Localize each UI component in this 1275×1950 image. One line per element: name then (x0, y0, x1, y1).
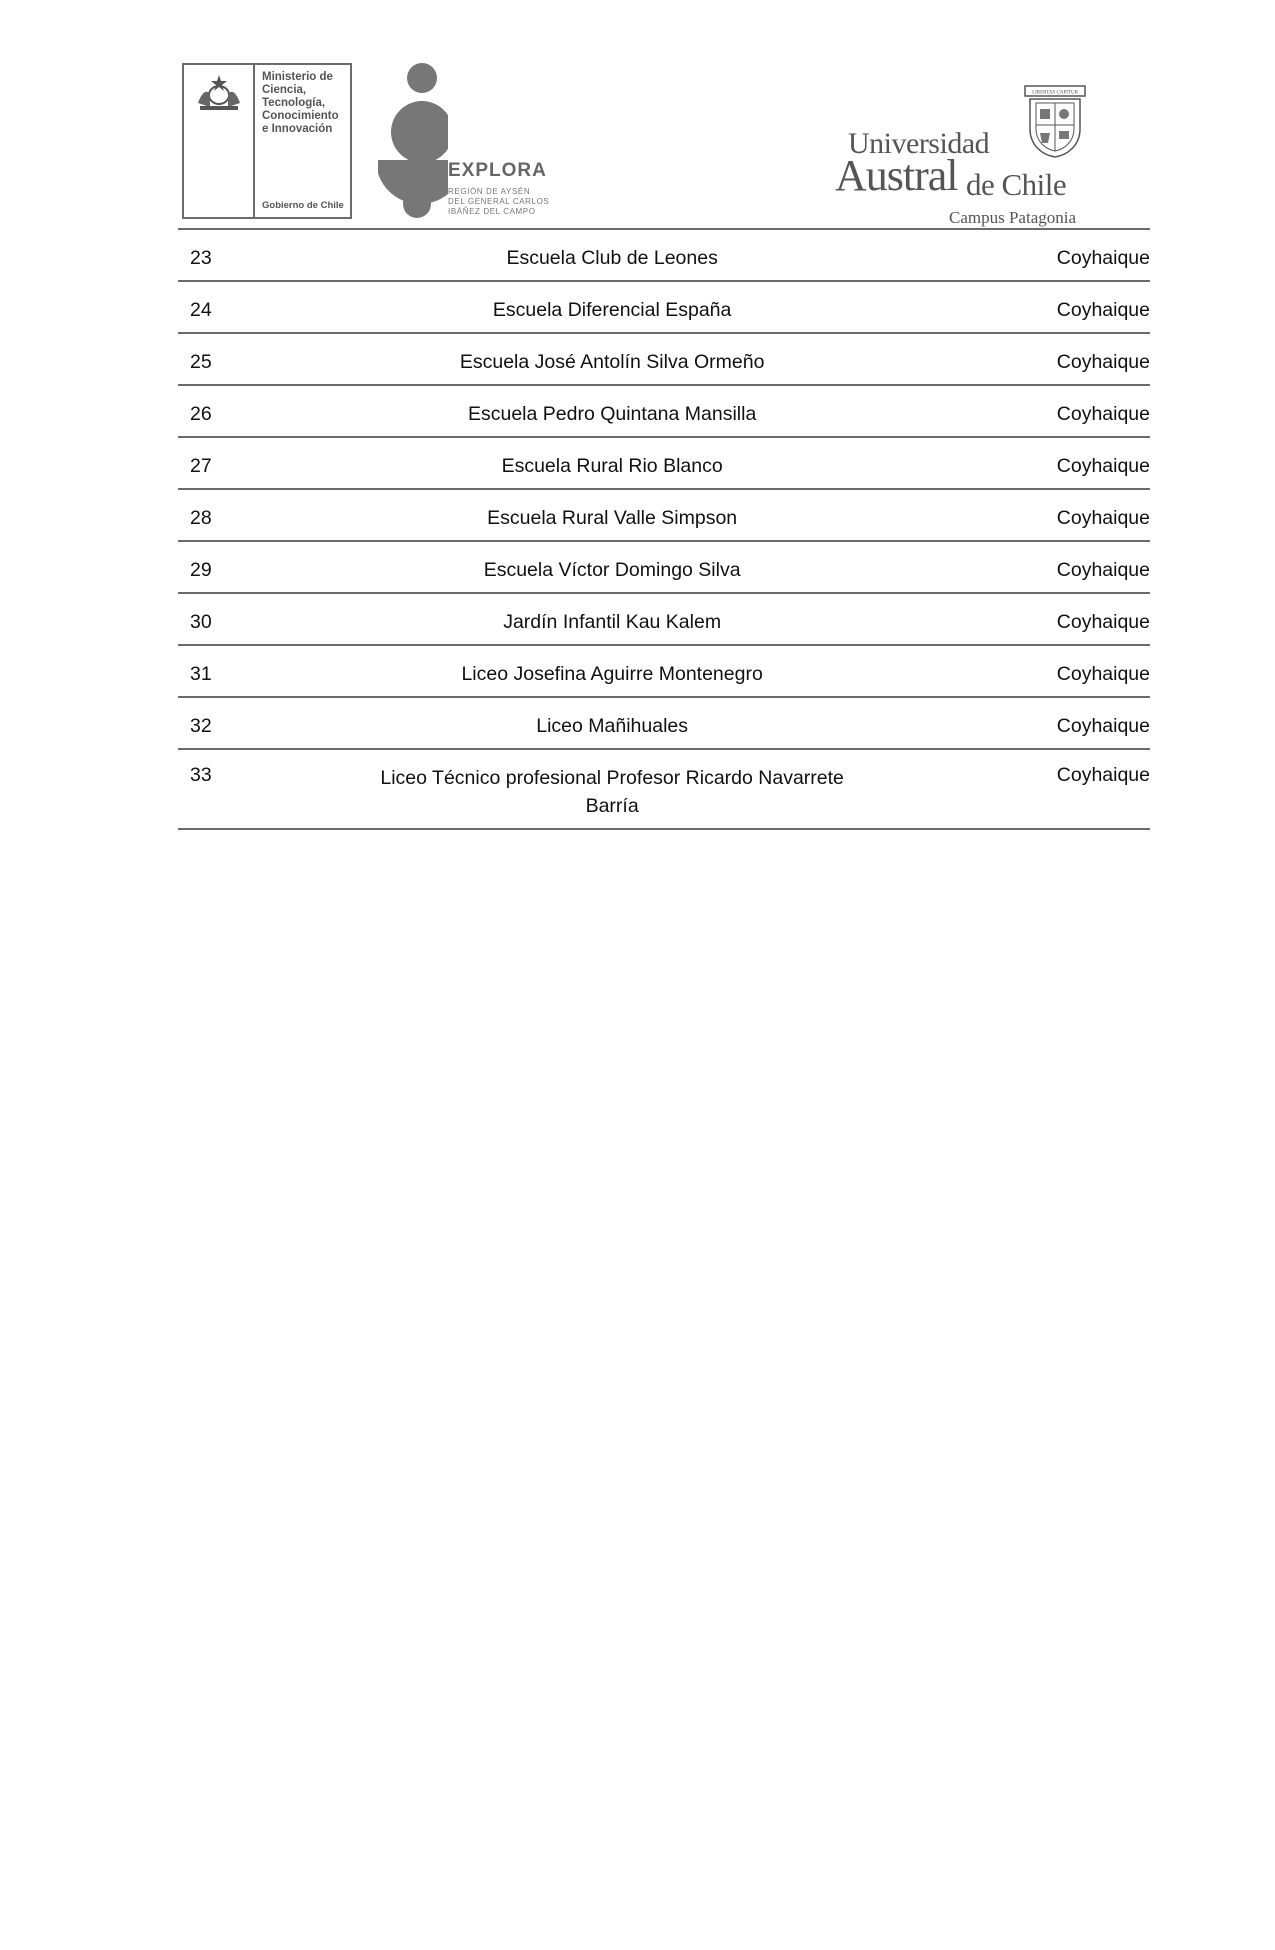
table-row (178, 333, 1150, 385)
table-row (178, 281, 1150, 333)
city-name: Coyhaique (927, 230, 1150, 281)
table-row (178, 437, 1150, 489)
row-number: 31 (178, 645, 298, 697)
school-name: Escuela Víctor Domingo Silva (298, 541, 927, 593)
table-row (178, 697, 1150, 749)
table-row (178, 489, 1150, 541)
page-header (178, 60, 1148, 228)
university-shield-icon (1024, 85, 1086, 159)
table-row (178, 230, 1150, 281)
ministerio-divider (253, 65, 255, 217)
school-name: Jardín Infantil Kau Kalem (298, 593, 927, 645)
school-name: Escuela Pedro Quintana Mansilla (298, 385, 927, 437)
row-number: 29 (178, 541, 298, 593)
row-number: 23 (178, 230, 298, 281)
austral-logo (835, 85, 1148, 230)
school-name: Escuela Rural Rio Blanco (298, 437, 927, 489)
city-name: Coyhaique (927, 645, 1150, 697)
table-row (178, 593, 1150, 645)
city-name: Coyhaique (927, 489, 1150, 541)
schools-table (178, 228, 1150, 830)
city-name: Coyhaique (927, 749, 1150, 829)
austral-austral: Austral (835, 151, 958, 200)
city-name: Coyhaique (927, 281, 1150, 333)
svg-text:LIBERTAS CAPITUR: LIBERTAS CAPITUR (1032, 90, 1078, 96)
austral-universidad: Universidad (848, 127, 990, 160)
austral-campus: Campus Patagonia (949, 208, 1077, 227)
school-name: Liceo Técnico profesional Profesor Ricardo Navarrete Barría (298, 749, 927, 829)
school-name: Liceo Mañihuales (298, 697, 927, 749)
ministerio-logo (182, 63, 352, 219)
chile-crest-icon (192, 73, 246, 113)
table-row (178, 749, 1150, 829)
school-name: Escuela Rural Valle Simpson (298, 489, 927, 541)
explora-subtitle: REGIÓN DE AYSÉN DEL GENERAL CARLOS IBÁÑEZ DEL CAMPO (448, 187, 550, 216)
ministerio-name: Ministerio de Ciencia, Tecnología, Conocimiento e Innovación (262, 71, 339, 135)
table-row (178, 385, 1150, 437)
school-name: Escuela Club de Leones (298, 230, 927, 281)
city-name: Coyhaique (927, 697, 1150, 749)
table-row (178, 541, 1150, 593)
school-name: Escuela José Antolín Silva Ormeño (298, 333, 927, 385)
row-number: 25 (178, 333, 298, 385)
row-number: 26 (178, 385, 298, 437)
city-name: Coyhaique (927, 593, 1150, 645)
explora-logo (378, 60, 578, 225)
row-number: 32 (178, 697, 298, 749)
city-name: Coyhaique (927, 385, 1150, 437)
city-name: Coyhaique (927, 437, 1150, 489)
explora-symbol-icon (378, 60, 448, 225)
table-row (178, 645, 1150, 697)
row-number: 33 (178, 749, 298, 829)
city-name: Coyhaique (927, 333, 1150, 385)
gobierno-label: Gobierno de Chile (262, 200, 344, 211)
row-number: 30 (178, 593, 298, 645)
row-number: 28 (178, 489, 298, 541)
explora-name: EXPLORA (448, 160, 547, 181)
row-number: 24 (178, 281, 298, 333)
city-name: Coyhaique (927, 541, 1150, 593)
row-number: 27 (178, 437, 298, 489)
austral-de-chile: de Chile (966, 167, 1067, 202)
school-name: Escuela Diferencial España (298, 281, 927, 333)
school-name: Liceo Josefina Aguirre Montenegro (298, 645, 927, 697)
